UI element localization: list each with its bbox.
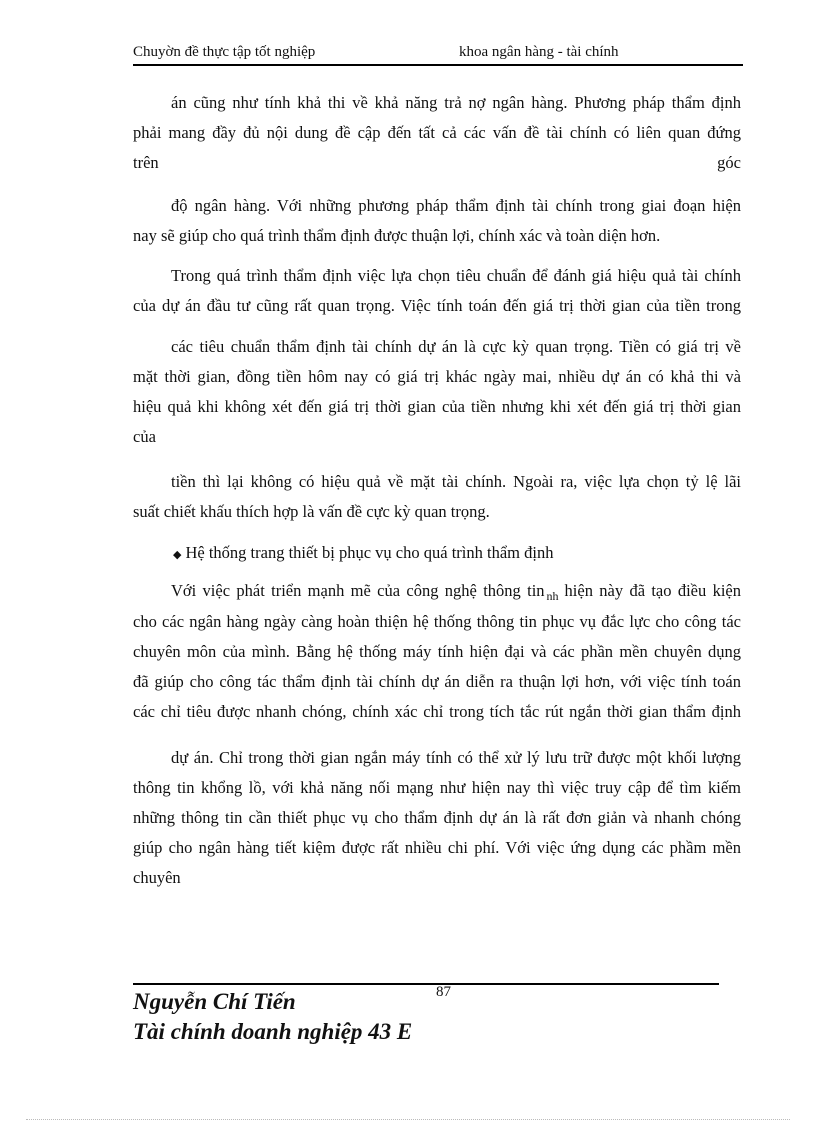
text-line: án cũng như tính khả thi về khả năng trả nợ ngân hàng. Phương pháp thẩm định: [171, 93, 741, 112]
author-name: Nguyễn Chí Tiến: [133, 989, 296, 1014]
text-line: phải mang đầy đủ nội dung đề cập đến tất cả các vấn đề tài chính có liên quan đứng: [133, 123, 741, 142]
paragraph: [133, 191, 741, 251]
text-line: Với việc phát triển mạnh mẽ của công nghệ thông tin: [171, 581, 545, 600]
text-line: hiện này đã tạo điều kiện: [564, 581, 741, 600]
text-line: dự án. Chỉ trong thời gian ngắn máy tính có thể xử lý lưu trữ được một khối lượng: [171, 748, 741, 767]
paragraph: [133, 467, 741, 527]
text-line: hiệu quả khi không xét đến giá trị thời gian của tiền nhưng khi xét đến giá trị thời gian: [133, 397, 741, 416]
text-line: giúp cho ngân hàng tiết kiệm được rất nhiều chi phí. Với việc ứng dụng các phầm mền: [133, 838, 741, 857]
author-class: Tài chính doanh nghiệp 43 E: [133, 1019, 413, 1044]
text-line: cho các ngân hàng ngày càng hoàn thiện hệ thống thông tin phục vụ đắc lực cho công tác: [133, 612, 741, 631]
text-line: trên: [133, 153, 159, 172]
text-line: chuyên: [133, 868, 181, 887]
text-line: những thông tin cần thiết phục vụ cho thẩm định dự án là rất đơn giản và nhanh chóng: [133, 808, 741, 827]
bullet-heading: [133, 538, 741, 570]
paragraph: [133, 332, 741, 452]
header-right: khoa ngân hàng - tài chính: [459, 44, 619, 60]
text-line: của dự án đầu tư cũng rất quan trọng. Việc tính toán đến giá trị thời gian của tiền trong: [133, 296, 741, 315]
subscript-fragment: nh: [546, 589, 559, 603]
page-edge-dotted-line: [26, 1119, 790, 1120]
page-header: [133, 42, 743, 66]
diamond-bullet-icon: ◆: [173, 549, 182, 561]
text-line: góc: [717, 153, 741, 172]
text-line: các tiêu chuẩn thẩm định tài chính dự án là cực kỳ quan trọng. Tiền có giá trị về: [171, 337, 741, 356]
text-line: chuyên môn của mình. Bằng hệ thống máy tính hiện đại và các phần mền chuyên dụng: [133, 642, 741, 661]
text-line: suất chiết khấu thích hợp là vấn đề cực kỳ quan trọng.: [133, 502, 490, 521]
text-line: độ ngân hàng. Với những phương pháp thẩm định tài chính trong giai đoạn hiện: [171, 196, 741, 215]
text-line: đã giúp cho công tác thẩm định tài chính dự án diễn ra thuận lợi hơn, với việc tính toán: [133, 672, 741, 691]
bullet-heading-text: Hệ thống trang thiết bị phục vụ cho quá trình thẩm định: [185, 543, 554, 562]
text-line: nay sẽ giúp cho quá trình thẩm định được thuận lợi, chính xác và toàn diện hơn.: [133, 226, 661, 245]
text-line: tiền thì lại không có hiệu quả về mặt tài chính. Ngoài ra, việc lựa chọn tỷ lệ lãi: [171, 472, 741, 491]
text-line: Trong quá trình thẩm định việc lựa chọn tiêu chuẩn để đánh giá hiệu quả tài chính: [171, 266, 741, 285]
footer-author: [133, 987, 412, 1047]
paragraph: [133, 88, 741, 178]
text-line: các chỉ tiêu được nhanh chóng, chính xác chỉ trong tích tắc rút ngắn thời gian thẩm định: [133, 702, 741, 721]
footer-divider: [133, 983, 719, 985]
paragraph: [133, 576, 741, 727]
text-line: của: [133, 427, 156, 446]
paragraph: [133, 261, 741, 321]
header-left: Chuyờn đề thực tập tốt nghiệp: [133, 44, 316, 60]
page-number: 87: [436, 984, 451, 1000]
text-line: mặt thời gian, đồng tiền hôm nay có giá trị khác ngày mai, nhiều dự án có khả thi và: [133, 367, 741, 386]
text-line: thông tin khổng lồ, với khả năng nối mạng như hiện nay thì việc truy cập để tìm kiếm: [133, 778, 741, 797]
paragraph: [133, 743, 741, 893]
